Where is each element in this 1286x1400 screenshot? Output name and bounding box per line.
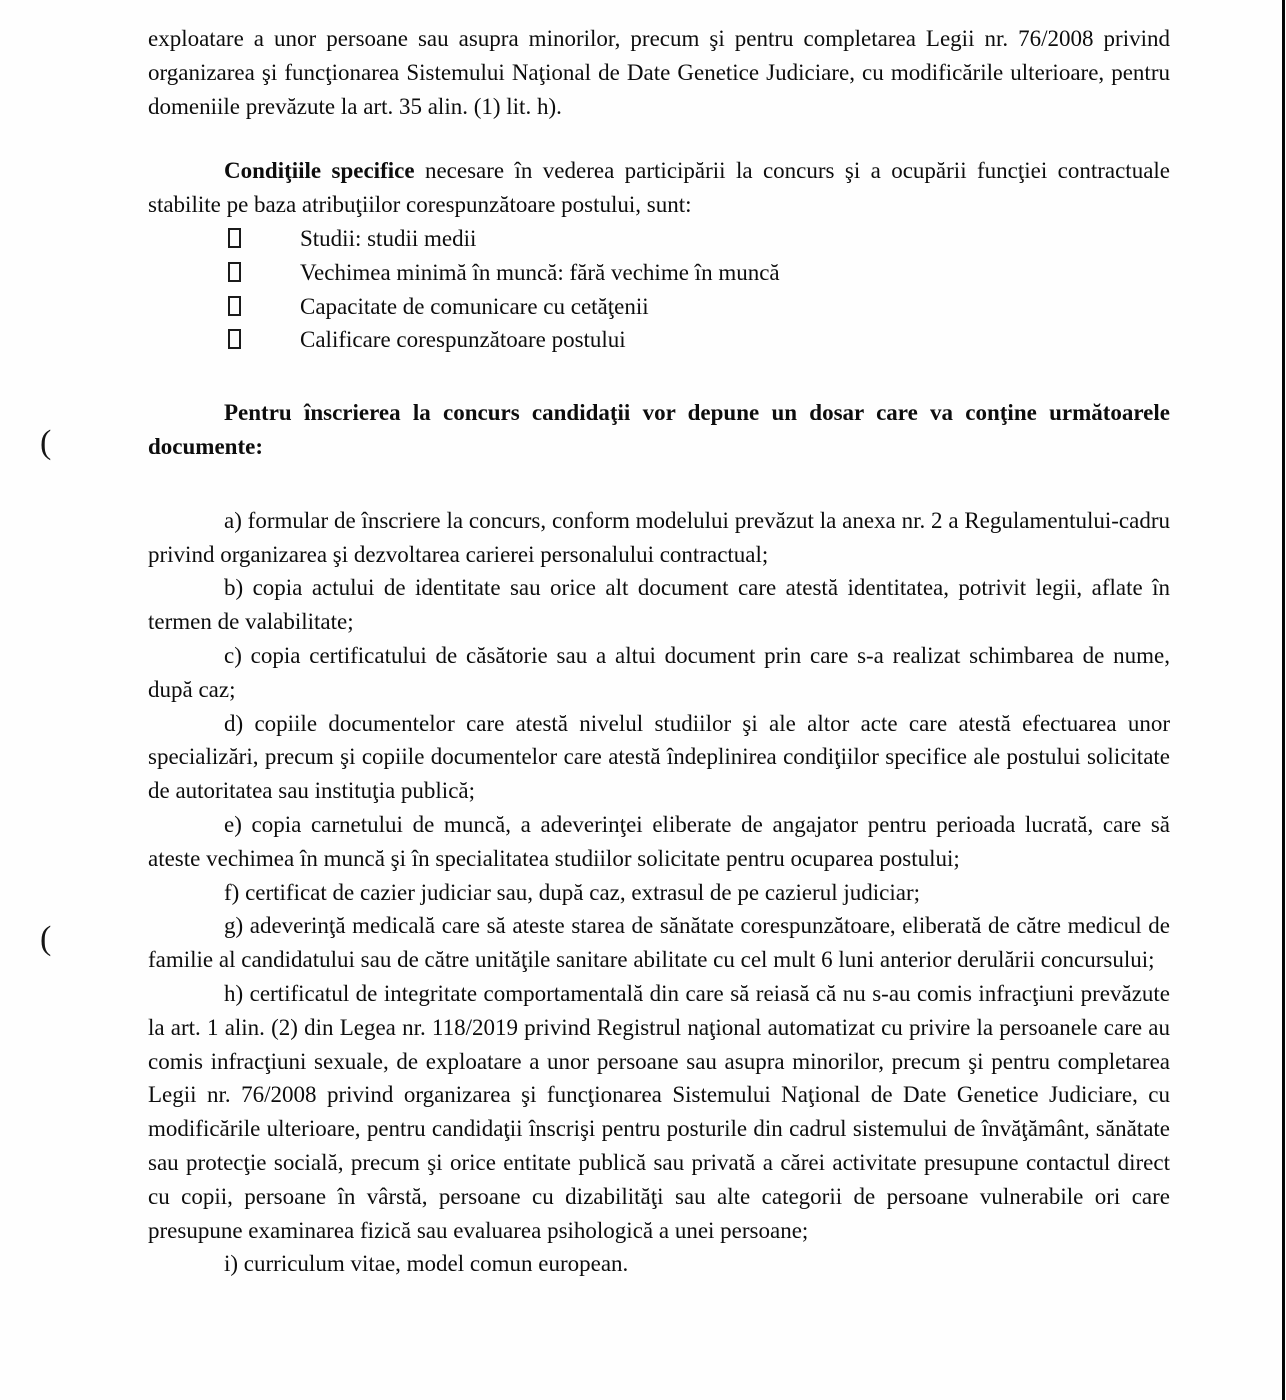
list-item-text: Capacitate de comunicare cu cetăţenii [300, 293, 649, 319]
document-item-b: b) copia actului de identitate sau orice alt document care atestă identitatea, potrivit legii, aflate în termen de valabilitate; [148, 575, 1170, 635]
document-item-d: d) copiile documentelor care atestă nivelul studiilor şi ale altor acte care atestă efectuarea unor specializări, precum şi copiile documentelor care atestă îndeplinirea condiţiilor specifice ale postului solicitate de autoritatea sau instituţia publică; [148, 710, 1170, 804]
list-item [148, 323, 1170, 357]
list-item-text: Calificare corespunzătoare postului [300, 327, 626, 353]
specific-conditions-rest: necesare în vederea participării la concurs şi a ocupării funcţiei contractuale stabilite pe baza atribuţiilor corespunzătoare postului, sunt: [148, 158, 1170, 218]
scan-edge-artifact [1282, 0, 1285, 1400]
document-item-h: h) certificatul de integritate comportamentală din care să reiasă că nu s-au comis infracţiuni prevăzute la art. 1 alin. (2) din Legea nr. 118/2019 privind Registrul naţional automatizat cu privire la persoanele care au comis infracţiuni sexuale, de exploatare a unor persoane sau asupra minorilor, precum şi pentru completarea Legii nr. 76/2008 privind organizarea şi funcţionarea Sistemului Naţional de Date Genetice Judiciare, cu modificările ulterioare, pentru candidaţii înscrişi pentru posturile din cadrul sistemului de învăţământ, sănătate sau protecţie socială, precum şi orice entitate publică sau privată a cărei activitate presupune contactul direct cu copii, persoane în vârstă, persoane cu dizabilităţi sau alte categorii de persoane vulnerabile ori care presupune examinarea fizică sau evaluarea psihologică a unei persoane; [148, 980, 1170, 1243]
document-item-a: a) formular de înscriere la concurs, conform modelului prevăzut la anexa nr. 2 a Regulamentului-cadru privind organizarea şi dezvoltarea carierei personalului contractual; [148, 507, 1170, 567]
margin-paren-mark: ( [40, 424, 52, 461]
document-item-g: g) adeverinţă medicală care să ateste starea de sănătate corespunzătoare, eliberată de către medicul de familie al candidatului sau de către unităţile sanitare abilitate cu cel mult 6 luni anterior derulării concursului; [148, 913, 1170, 973]
intro-paragraph: exploatare a unor persoane sau asupra minorilor, precum şi pentru completarea Legii nr. 76/2008 privind organizarea şi funcţionarea Sistemului Naţional de Date Genetice Judiciare, cu modificările ulterioare, pentru domeniile prevăzute la art. 35 alin. (1) lit. h). [148, 26, 1170, 119]
document-item-i: i) curriculum vitae, model comun european. [224, 1251, 629, 1277]
checkbox-bullet-icon [228, 329, 241, 349]
checkbox-bullet-icon [228, 296, 241, 316]
document-body [148, 22, 1170, 1281]
list-item-text: Studii: studii medii [300, 225, 477, 251]
list-item [148, 222, 1170, 256]
dossier-heading: Pentru înscrierea la concurs candidaţii vor depune un dosar care va conţine următoarele documente: [148, 400, 1170, 459]
list-item [148, 256, 1170, 290]
margin-paren-mark: ( [40, 920, 52, 957]
checkbox-bullet-icon [228, 262, 241, 282]
document-item-c: c) copia certificatului de căsătorie sau a altui document prin care s-a realizat schimbarea de nume, după caz; [148, 642, 1170, 702]
list-item [148, 290, 1170, 324]
documents-list [148, 504, 1170, 1281]
document-item-e: e) copia carnetului de muncă, a adeverinţei eliberate de angajator pentru perioada lucrată, care să ateste vechimea în muncă şi în specialitatea studiilor solicitate pentru ocuparea postului; [148, 811, 1170, 871]
document-item-f: f) certificat de cazier judiciar sau, după caz, extrasul de pe cazierul judiciar; [224, 879, 920, 905]
specific-conditions-paragraph [148, 154, 1170, 222]
list-item-text: Vechimea minimă în muncă: fără vechime în muncă [300, 259, 780, 285]
conditions-list [148, 222, 1170, 357]
specific-conditions-lead: Condiţiile specifice [224, 158, 415, 184]
checkbox-bullet-icon [228, 228, 241, 248]
